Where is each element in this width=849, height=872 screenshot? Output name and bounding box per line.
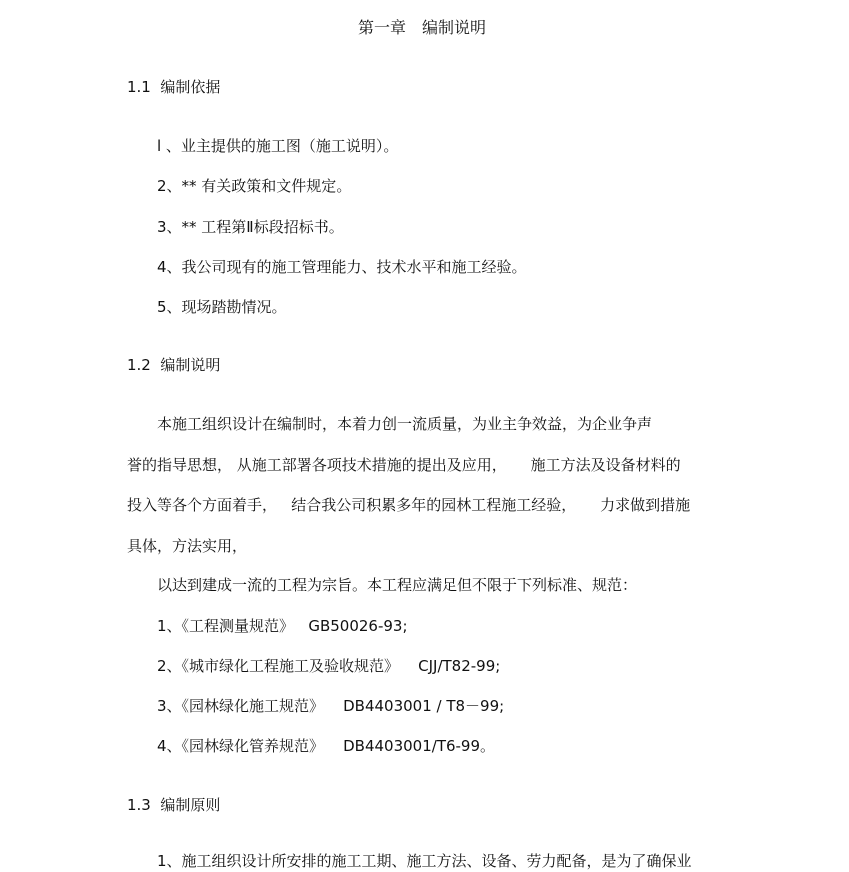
- section-heading-1-3: 1.3 编制原则: [127, 796, 221, 814]
- chapter-title: 第一章 编制说明: [358, 18, 487, 37]
- section-heading-1-1: 1.1 编制依据: [127, 78, 221, 96]
- paragraph-line: 投入等各个方面着手， 结合我公司积累多年的园林工程施工经验， 力求做到措施: [127, 496, 691, 514]
- basis-item: 2、** 有关政策和文件规定。: [157, 177, 352, 195]
- section-heading-1-2: 1.2 编制说明: [127, 356, 221, 374]
- paragraph-line: 以达到建成一流的工程为宗旨。本工程应满足但不限于下列标准、规范：: [157, 576, 638, 594]
- principle-item: 1、施工组织设计所安排的施工工期、施工方法、设备、劳力配备，是为了确保业: [157, 852, 692, 870]
- paragraph-line: 具体，方法实用，: [127, 537, 248, 555]
- basis-item: l 、业主提供的施工图（施工说明）。: [157, 137, 399, 155]
- basis-item: 5、现场踏勘情况。: [157, 298, 287, 316]
- paragraph-line: 誉的指导思想， 从施工部署各项技术措施的提出及应用， 施工方法及设备材料的: [127, 456, 681, 474]
- standard-item: 1、《工程测量规范》 GB50026-93;: [157, 617, 408, 635]
- paragraph-line: 本施工组织设计在编制时，本着力创一流质量，为业主争效益，为企业争声: [157, 415, 653, 433]
- basis-item: 3、** 工程第Ⅱ标段招标书。: [157, 218, 344, 236]
- basis-item: 4、我公司现有的施工管理能力、技术水平和施工经验。: [157, 258, 527, 276]
- standard-item: 4、《园林绿化管养规范》 DB4403001/T6-99。: [157, 737, 496, 755]
- standard-item: 3、《园林绿化施工规范》 DB4403001 / T8－99;: [157, 697, 505, 715]
- standard-item: 2、《城市绿化工程施工及验收规范》 CJJ/T82-99;: [157, 657, 501, 675]
